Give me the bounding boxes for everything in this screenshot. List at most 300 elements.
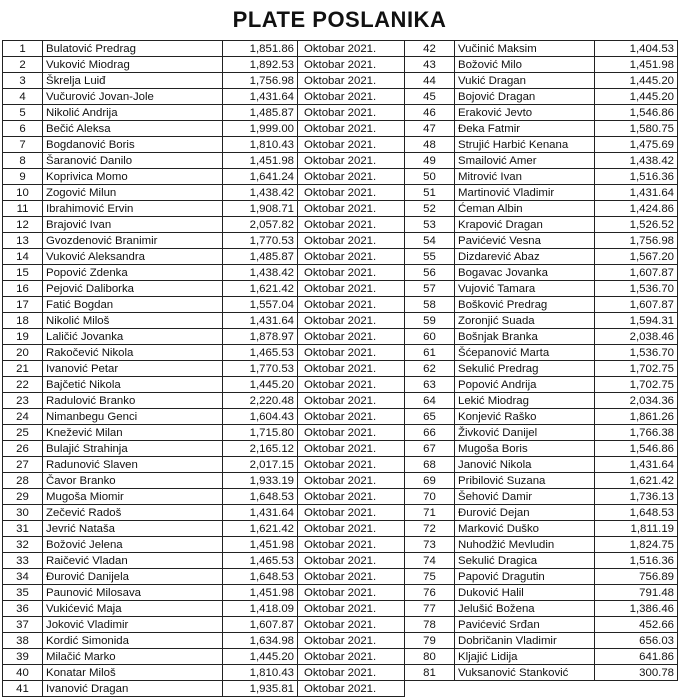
salary: 1,475.69: [595, 137, 678, 153]
row-number: 16: [3, 281, 43, 297]
salary: 1,438.42: [595, 153, 678, 169]
table-row: [3, 633, 678, 649]
member-name: Ivanović Petar: [43, 361, 223, 377]
row-number: 19: [3, 329, 43, 345]
salary: 1,516.36: [595, 553, 678, 569]
member-name: Joković Vladimir: [43, 617, 223, 633]
table-row: [3, 377, 678, 393]
salary: 756.89: [595, 569, 678, 585]
month: Oktobar 2021.: [298, 121, 405, 137]
salary: 1,451.98: [223, 537, 298, 553]
row-number: 61: [405, 345, 455, 361]
member-name: Šehović Damir: [455, 489, 595, 505]
row-number: 71: [405, 505, 455, 521]
member-name: Marković Duško: [455, 521, 595, 537]
table-row: [3, 233, 678, 249]
row-number: 23: [3, 393, 43, 409]
row-number: 42: [405, 41, 455, 57]
member-name: Vuković Aleksandra: [43, 249, 223, 265]
row-number: 81: [405, 665, 455, 681]
salary: 656.03: [595, 633, 678, 649]
member-name: Krapović Dragan: [455, 217, 595, 233]
member-name: Nikolić Andrija: [43, 105, 223, 121]
member-name: Vujović Tamara: [455, 281, 595, 297]
row-number: 2: [3, 57, 43, 73]
salary: 1,604.43: [223, 409, 298, 425]
table-row: [3, 569, 678, 585]
member-name: Fatić Bogdan: [43, 297, 223, 313]
salary: 1,621.42: [223, 281, 298, 297]
salary: 1,451.98: [223, 153, 298, 169]
member-name: Pejović Daliborka: [43, 281, 223, 297]
member-name: Milačić Marko: [43, 649, 223, 665]
member-name: Pavićević Srđan: [455, 617, 595, 633]
salary: 1,770.53: [223, 361, 298, 377]
salary: 1,702.75: [595, 377, 678, 393]
row-number: 15: [3, 265, 43, 281]
row-number: 31: [3, 521, 43, 537]
member-name: Popović Andrija: [455, 377, 595, 393]
table-row: [3, 137, 678, 153]
member-name: Laličić Jovanka: [43, 329, 223, 345]
month: Oktobar 2021.: [298, 137, 405, 153]
member-name: Vukićević Maja: [43, 601, 223, 617]
member-name: Bajčetić Nikola: [43, 377, 223, 393]
row-number: 30: [3, 505, 43, 521]
table-row: [3, 537, 678, 553]
salary: 1,766.38: [595, 425, 678, 441]
month: Oktobar 2021.: [298, 633, 405, 649]
member-name: Popović Zdenka: [43, 265, 223, 281]
member-name: Pavićević Vesna: [455, 233, 595, 249]
salary: 1,908.71: [223, 201, 298, 217]
row-number: 44: [405, 73, 455, 89]
salary: 1,621.42: [223, 521, 298, 537]
table-row: [3, 345, 678, 361]
row-number: 18: [3, 313, 43, 329]
member-name: Gvozdenović Branimir: [43, 233, 223, 249]
month: Oktobar 2021.: [298, 665, 405, 681]
row-number: 47: [405, 121, 455, 137]
salary: 1,485.87: [223, 105, 298, 121]
member-name: Škrelja Luiđ: [43, 73, 223, 89]
member-name: Eraković Jevto: [455, 105, 595, 121]
row-number: 24: [3, 409, 43, 425]
salary: 2,034.36: [595, 393, 678, 409]
row-number: 45: [405, 89, 455, 105]
member-name: Božović Jelena: [43, 537, 223, 553]
row-number: 1: [3, 41, 43, 57]
row-number: 67: [405, 441, 455, 457]
table-row: [3, 169, 678, 185]
month: Oktobar 2021.: [298, 409, 405, 425]
salary: 1,445.20: [223, 649, 298, 665]
salary: 1,431.64: [223, 313, 298, 329]
month: Oktobar 2021.: [298, 585, 405, 601]
salary: 1,516.36: [595, 169, 678, 185]
row-number: 6: [3, 121, 43, 137]
salary: 2,165.12: [223, 441, 298, 457]
row-number: 76: [405, 585, 455, 601]
row-number: 65: [405, 409, 455, 425]
member-name: Bulajić Strahinja: [43, 441, 223, 457]
member-name: Bogavac Jovanka: [455, 265, 595, 281]
salary: 1,810.43: [223, 665, 298, 681]
member-name: Đurović Danijela: [43, 569, 223, 585]
row-number: 17: [3, 297, 43, 313]
table-body: [3, 41, 678, 697]
table-row: [3, 441, 678, 457]
salary: 1,431.64: [223, 89, 298, 105]
row-number: 51: [405, 185, 455, 201]
member-name: Kljajić Lidija: [455, 649, 595, 665]
table-row: [3, 425, 678, 441]
salary: 452.66: [595, 617, 678, 633]
salary: 1,580.75: [595, 121, 678, 137]
month: Oktobar 2021.: [298, 681, 405, 697]
month: Oktobar 2021.: [298, 169, 405, 185]
salary: 2,057.82: [223, 217, 298, 233]
table-row: [3, 665, 678, 681]
salary: 1,648.53: [595, 505, 678, 521]
member-name: Kordić Simonida: [43, 633, 223, 649]
member-name: Šaranović Danilo: [43, 153, 223, 169]
month: Oktobar 2021.: [298, 569, 405, 585]
member-name: Ivanović Dragan: [43, 681, 223, 697]
table-row: [3, 521, 678, 537]
month: Oktobar 2021.: [298, 233, 405, 249]
member-name: Konjević Raško: [455, 409, 595, 425]
salary: 1,999.00: [223, 121, 298, 137]
month: Oktobar 2021.: [298, 89, 405, 105]
row-number: 78: [405, 617, 455, 633]
member-name: Radulović Branko: [43, 393, 223, 409]
salary: 1,621.42: [595, 473, 678, 489]
salary: 1,445.20: [223, 377, 298, 393]
row-number: 49: [405, 153, 455, 169]
month: Oktobar 2021.: [298, 217, 405, 233]
row-number: 21: [3, 361, 43, 377]
member-name: Vuksanović Stanković: [455, 665, 595, 681]
salary: 1,451.98: [595, 57, 678, 73]
row-number: 57: [405, 281, 455, 297]
member-name: Mitrović Ivan: [455, 169, 595, 185]
salary: 1,485.87: [223, 249, 298, 265]
table-row: [3, 41, 678, 57]
row-number: 13: [3, 233, 43, 249]
row-number: 80: [405, 649, 455, 665]
salary: 1,445.20: [595, 73, 678, 89]
salary-table: [2, 40, 678, 697]
salary: 1,607.87: [223, 617, 298, 633]
member-name: Knežević Milan: [43, 425, 223, 441]
salary: 1,756.98: [595, 233, 678, 249]
member-name: Jelušić Božena: [455, 601, 595, 617]
member-name: Martinović Vladimir: [455, 185, 595, 201]
row-number: 46: [405, 105, 455, 121]
row-number: 77: [405, 601, 455, 617]
member-name: Nimanbegu Genci: [43, 409, 223, 425]
table-row: [3, 505, 678, 521]
salary: 1,404.53: [595, 41, 678, 57]
row-number: 59: [405, 313, 455, 329]
member-name: Koprivica Momo: [43, 169, 223, 185]
member-name: Mugoša Miomir: [43, 489, 223, 505]
salary: 1,756.98: [223, 73, 298, 89]
month: Oktobar 2021.: [298, 489, 405, 505]
member-name: Zogović Milun: [43, 185, 223, 201]
table-row: [3, 409, 678, 425]
month: Oktobar 2021.: [298, 153, 405, 169]
member-name: Ibrahimović Ervin: [43, 201, 223, 217]
row-number: 73: [405, 537, 455, 553]
month: Oktobar 2021.: [298, 73, 405, 89]
row-number: 43: [405, 57, 455, 73]
row-number: 11: [3, 201, 43, 217]
month: Oktobar 2021.: [298, 345, 405, 361]
member-name: Zečević Radoš: [43, 505, 223, 521]
row-number: 66: [405, 425, 455, 441]
month: Oktobar 2021.: [298, 601, 405, 617]
table-row: [3, 361, 678, 377]
salary: 1,526.52: [595, 217, 678, 233]
salary: 1,824.75: [595, 537, 678, 553]
salary: 1,634.98: [223, 633, 298, 649]
row-number: 14: [3, 249, 43, 265]
table-row: [3, 329, 678, 345]
salary: 1,878.97: [223, 329, 298, 345]
salary: 1,641.24: [223, 169, 298, 185]
member-name: Duković Halil: [455, 585, 595, 601]
row-number: 20: [3, 345, 43, 361]
salary: 791.48: [595, 585, 678, 601]
row-number: 54: [405, 233, 455, 249]
salary: 1,811.19: [595, 521, 678, 537]
row-number: 39: [3, 649, 43, 665]
month: Oktobar 2021.: [298, 521, 405, 537]
salary: 1,892.53: [223, 57, 298, 73]
row-number: 29: [3, 489, 43, 505]
row-number: 40: [3, 665, 43, 681]
row-number: 63: [405, 377, 455, 393]
month: Oktobar 2021.: [298, 105, 405, 121]
salary: 1,438.42: [223, 265, 298, 281]
month: Oktobar 2021.: [298, 537, 405, 553]
member-name: Smailović Amer: [455, 153, 595, 169]
row-number: 22: [3, 377, 43, 393]
page-title: PLATE POSLANIKA: [232, 7, 447, 32]
salary: 1,451.98: [223, 585, 298, 601]
salary: 1,386.46: [595, 601, 678, 617]
row-number: 56: [405, 265, 455, 281]
row-number: 34: [3, 569, 43, 585]
row-number: 69: [405, 473, 455, 489]
salary: 1,438.42: [223, 185, 298, 201]
member-name: Jevrić Nataša: [43, 521, 223, 537]
salary: 1,648.53: [223, 489, 298, 505]
member-name: Šćepanović Marta: [455, 345, 595, 361]
member-name: Mugoša Boris: [455, 441, 595, 457]
salary: 641.86: [595, 649, 678, 665]
row-number: 60: [405, 329, 455, 345]
row-number: 75: [405, 569, 455, 585]
month: Oktobar 2021.: [298, 265, 405, 281]
member-name: Papović Dragutin: [455, 569, 595, 585]
member-name: Brajović Ivan: [43, 217, 223, 233]
empty-cell: [595, 681, 678, 697]
row-number: 52: [405, 201, 455, 217]
row-number: 48: [405, 137, 455, 153]
salary: 300.78: [595, 665, 678, 681]
table-row: [3, 57, 678, 73]
salary: 1,702.75: [595, 361, 678, 377]
salary: 1,445.20: [595, 89, 678, 105]
row-number: 35: [3, 585, 43, 601]
member-name: Đurović Dejan: [455, 505, 595, 521]
salary: 1,851.86: [223, 41, 298, 57]
row-number: 38: [3, 633, 43, 649]
member-name: Vukić Dragan: [455, 73, 595, 89]
table-row: [3, 681, 678, 697]
member-name: Đeka Fatmir: [455, 121, 595, 137]
row-number: 10: [3, 185, 43, 201]
salary: 1,736.13: [595, 489, 678, 505]
salary: 1,465.53: [223, 553, 298, 569]
table-row: [3, 105, 678, 121]
month: Oktobar 2021.: [298, 441, 405, 457]
salary: 1,715.80: [223, 425, 298, 441]
member-name: Bulatović Predrag: [43, 41, 223, 57]
table-row: [3, 617, 678, 633]
member-name: Vučinić Maksim: [455, 41, 595, 57]
row-number: 5: [3, 105, 43, 121]
salary: 1,607.87: [595, 297, 678, 313]
month: Oktobar 2021.: [298, 473, 405, 489]
salary: 1,935.81: [223, 681, 298, 697]
member-name: Vučurović Jovan-Jole: [43, 89, 223, 105]
salary: 1,861.26: [595, 409, 678, 425]
table-row: [3, 473, 678, 489]
member-name: Paunović Milosava: [43, 585, 223, 601]
salary: 1,770.53: [223, 233, 298, 249]
member-name: Nuhodžić Mevludin: [455, 537, 595, 553]
table-row: [3, 649, 678, 665]
month: Oktobar 2021.: [298, 425, 405, 441]
row-number: 68: [405, 457, 455, 473]
salary: 1,933.19: [223, 473, 298, 489]
table-row: [3, 297, 678, 313]
month: Oktobar 2021.: [298, 393, 405, 409]
salary: 1,810.43: [223, 137, 298, 153]
salary: 2,220.48: [223, 393, 298, 409]
table-row: [3, 185, 678, 201]
table-row: [3, 249, 678, 265]
salary: 1,431.64: [595, 185, 678, 201]
salary: 1,557.04: [223, 297, 298, 313]
member-name: Radunović Slaven: [43, 457, 223, 473]
table-row: [3, 281, 678, 297]
row-number: 64: [405, 393, 455, 409]
row-number: 12: [3, 217, 43, 233]
row-number: 4: [3, 89, 43, 105]
row-number: 74: [405, 553, 455, 569]
salary: 1,465.53: [223, 345, 298, 361]
row-number: 27: [3, 457, 43, 473]
table-row: [3, 313, 678, 329]
salary: 1,431.64: [223, 505, 298, 521]
table-row: [3, 489, 678, 505]
member-name: Konatar Miloš: [43, 665, 223, 681]
row-number: 3: [3, 73, 43, 89]
empty-cell: [455, 681, 595, 697]
row-number: 8: [3, 153, 43, 169]
row-number: 55: [405, 249, 455, 265]
member-name: Čavor Branko: [43, 473, 223, 489]
member-name: Pribilović Suzana: [455, 473, 595, 489]
member-name: Sekulić Predrag: [455, 361, 595, 377]
table-row: [3, 217, 678, 233]
month: Oktobar 2021.: [298, 649, 405, 665]
row-number: 33: [3, 553, 43, 569]
empty-cell: [405, 681, 455, 697]
row-number: 50: [405, 169, 455, 185]
salary: 2,038.46: [595, 329, 678, 345]
salary: 1,418.09: [223, 601, 298, 617]
month: Oktobar 2021.: [298, 313, 405, 329]
row-number: 58: [405, 297, 455, 313]
month: Oktobar 2021.: [298, 329, 405, 345]
row-number: 28: [3, 473, 43, 489]
member-name: Vuković Miodrag: [43, 57, 223, 73]
row-number: 41: [3, 681, 43, 697]
salary: 1,594.31: [595, 313, 678, 329]
member-name: Lekić Miodrag: [455, 393, 595, 409]
member-name: Bojović Dragan: [455, 89, 595, 105]
table-row: [3, 585, 678, 601]
table-row: [3, 121, 678, 137]
table-row: [3, 457, 678, 473]
salary: 1,536.70: [595, 345, 678, 361]
member-name: Ćeman Albin: [455, 201, 595, 217]
member-name: Sekulić Dragica: [455, 553, 595, 569]
salary: 1,607.87: [595, 265, 678, 281]
salary: 2,017.15: [223, 457, 298, 473]
row-number: 9: [3, 169, 43, 185]
month: Oktobar 2021.: [298, 361, 405, 377]
month: Oktobar 2021.: [298, 185, 405, 201]
row-number: 32: [3, 537, 43, 553]
month: Oktobar 2021.: [298, 617, 405, 633]
row-number: 79: [405, 633, 455, 649]
member-name: Dizdarević Abaz: [455, 249, 595, 265]
row-number: 37: [3, 617, 43, 633]
table-row: [3, 265, 678, 281]
month: Oktobar 2021.: [298, 57, 405, 73]
salary: 1,424.86: [595, 201, 678, 217]
salary: 1,546.86: [595, 441, 678, 457]
month: Oktobar 2021.: [298, 249, 405, 265]
salary: 1,546.86: [595, 105, 678, 121]
salary: 1,536.70: [595, 281, 678, 297]
member-name: Bošnjak Branka: [455, 329, 595, 345]
row-number: 72: [405, 521, 455, 537]
table-row: [3, 553, 678, 569]
table-row: [3, 601, 678, 617]
member-name: Raičević Vladan: [43, 553, 223, 569]
table-row: [3, 201, 678, 217]
month: Oktobar 2021.: [298, 41, 405, 57]
member-name: Strujić Harbić Kenana: [455, 137, 595, 153]
